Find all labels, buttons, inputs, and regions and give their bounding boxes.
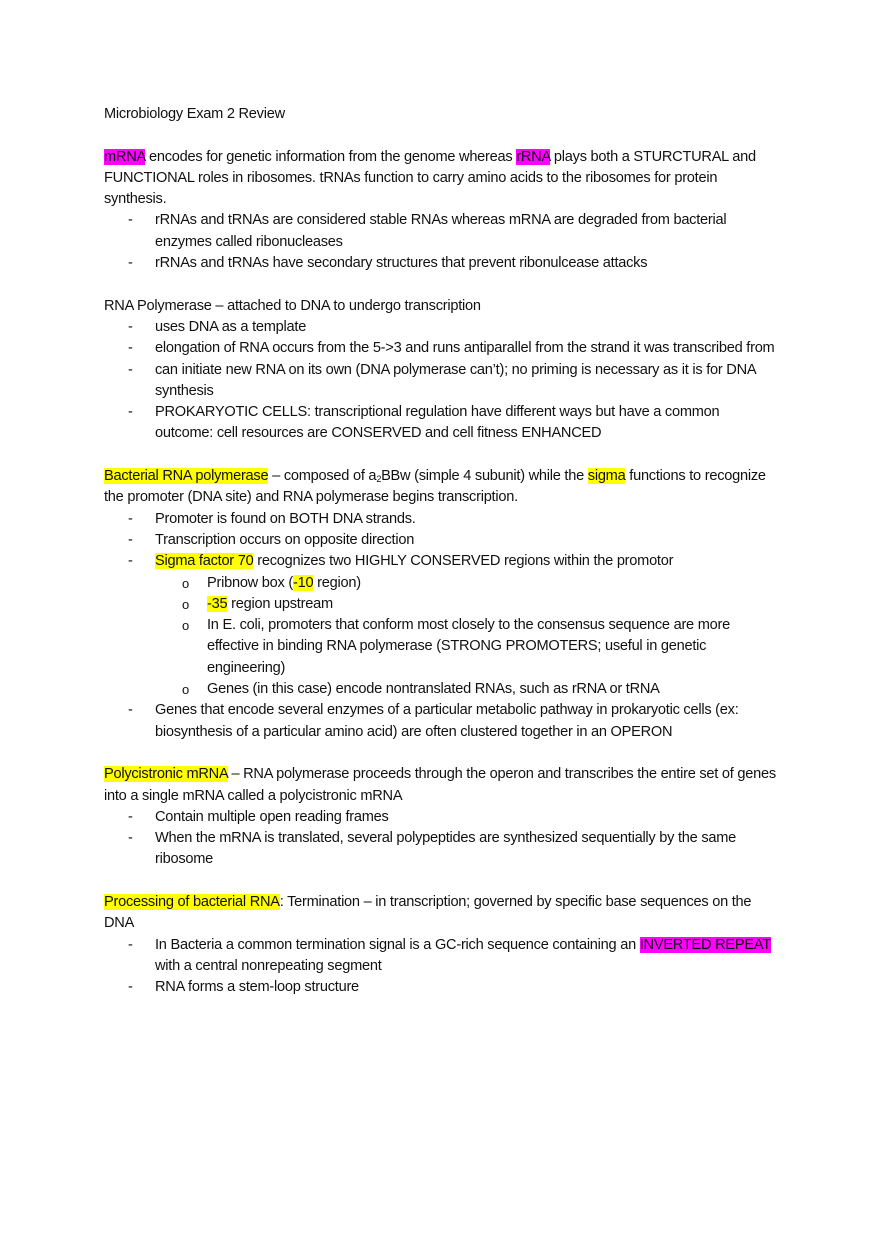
highlight-bacterial-rna-polymerase: Bacterial RNA polymerase <box>104 468 269 485</box>
text: – composed of a <box>268 468 377 485</box>
text: BBw (simple 4 subunit) while the <box>381 468 588 485</box>
list-item: - can initiate new RNA on its own (DNA polymerase can’t); no priming is necessary as it is for DNA synthesis <box>104 360 776 403</box>
list-item: - Transcription occurs on opposite direction <box>104 530 776 551</box>
list-item: - uses DNA as a template <box>104 317 776 338</box>
heading-rna-polymerase: RNA Polymerase – attached to DNA to undergo transcription <box>104 297 481 314</box>
list-item: - Promoter is found on BOTH DNA strands. <box>104 509 776 530</box>
highlight-inverted-repeat: INVERTED REPEAT <box>639 936 771 953</box>
list-item: - rRNAs and tRNAs have secondary structures that prevent ribonulcease attacks <box>104 253 776 274</box>
highlight-sigma: sigma <box>587 468 626 485</box>
highlight-rrna: rRNA <box>516 148 551 165</box>
sub-list-item <box>104 594 776 615</box>
document-page <box>104 104 776 998</box>
text: In Bacteria a common termination signal is a GC-rich sequence containing an <box>155 936 640 953</box>
text: Pribnow box ( <box>207 574 293 591</box>
text: recognizes two HIGHLY CONSERVED regions within the promotor <box>253 553 674 570</box>
list-item: - RNA forms a stem-loop structure <box>104 977 776 998</box>
subscript: 2 <box>376 474 382 485</box>
highlight-mrna: mRNA <box>104 148 146 165</box>
text: plays both a STURCTURAL and FUNCTIONAL roles in ribosomes. tRNAs function to carry amino acids to the ribosomes for protein synthesis. <box>104 148 756 208</box>
highlight-minus-35: -35 <box>207 595 228 612</box>
list-item <box>104 551 776 572</box>
list-item: - Contain multiple open reading frames <box>104 807 776 828</box>
text: region) <box>313 574 361 591</box>
paragraph-processing <box>104 892 776 935</box>
list-item: - PROKARYOTIC CELLS: transcriptional regulation have different ways but have a common outcome: cell resources are CONSERVED and cell fitness ENHANCED <box>104 402 776 445</box>
text: encodes for genetic information from the genome whereas <box>145 148 517 165</box>
sub-list-item: o Genes (in this case) encode nontranslated RNAs, such as rRNA or tRNA <box>104 679 776 700</box>
text: functions to recognize the promoter (DNA site) and RNA polymerase begins transcription. <box>104 468 766 506</box>
document-title: Microbiology Exam 2 Review <box>104 106 285 122</box>
text: with a central nonrepeating segment <box>155 957 382 974</box>
paragraph-bacterial-rna-polymerase <box>104 466 776 509</box>
text: – RNA polymerase proceeds through the operon and transcribes the entire set of genes into a single mRNA called a polycistronic mRNA <box>104 766 776 804</box>
list-item: - When the mRNA is translated, several polypeptides are synthesized sequentially by the same ribosome <box>104 828 776 871</box>
sub-list-item <box>104 573 776 594</box>
list-item <box>104 935 776 978</box>
highlight-sigma-factor: Sigma factor 70 <box>155 553 254 570</box>
list-item: - elongation of RNA occurs from the 5->3 and runs antiparallel from the strand it was transcribed from <box>104 338 776 359</box>
text: region upstream <box>227 595 333 612</box>
list-item: - rRNAs and tRNAs are considered stable RNAs whereas mRNA are degraded from bacterial enzymes called ribonucleases <box>104 210 776 253</box>
paragraph-polycistronic <box>104 764 776 807</box>
highlight-minus-10: -10 <box>292 574 314 591</box>
text: : Termination – in transcription; governed by specific base sequences on the DNA <box>104 893 752 932</box>
highlight-processing: Processing of bacterial RNA <box>104 893 280 910</box>
sub-list-item: o In E. coli, promoters that conform most closely to the consensus sequence are more effective in binding RNA polymerase (STRONG PROMOTERS; useful in genetic engineering) <box>104 615 776 679</box>
paragraph-rna-types <box>104 147 776 211</box>
highlight-polycistronic-mrna: Polycistronic mRNA <box>104 766 228 783</box>
list-item: - Genes that encode several enzymes of a particular metabolic pathway in prokaryotic cells (ex: biosynthesis of a particular amino acid) are often clustered together in an OPERON <box>104 700 776 743</box>
